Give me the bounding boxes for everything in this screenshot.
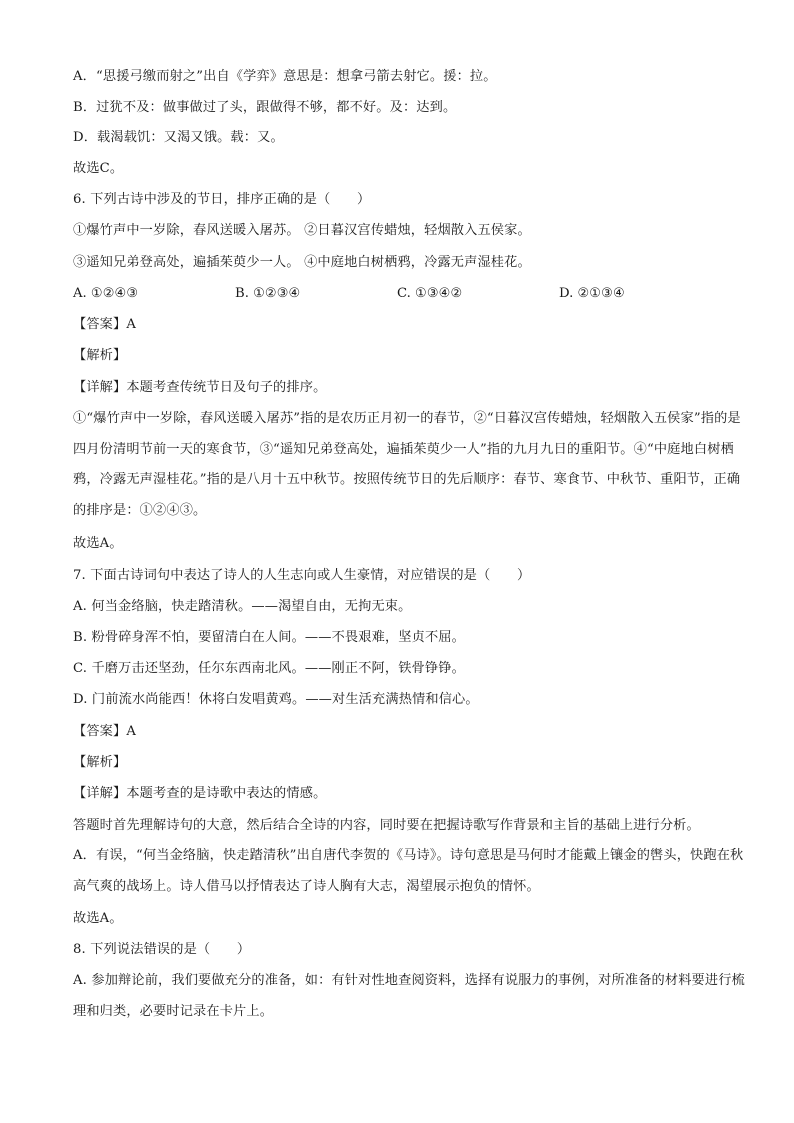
detail-intro: 【详解】本题考查传统节日及句子的排序。: [73, 380, 327, 395]
answer-explanation-d: D．载渴载饥：又渴又饿。载：又。: [73, 130, 284, 145]
answer-conclusion: 故选A。: [73, 536, 123, 551]
detail-paragraph: A．有误，“何当金络脑，快走踏清秋”出自唐代李贺的《马诗》。诗句意思是马何时才能戴上镶金的辔头，快跑在秋高气爽的战场上。诗人借马以抒情表达了诗人胸有大志，渴望展示抱负的情怀。: [73, 848, 744, 894]
question-8-stem: 8. 下列说法错误的是（ ）: [73, 942, 251, 957]
answer-label: 【答案】A: [73, 724, 137, 739]
option-d: D. ②①③④: [559, 286, 625, 301]
option-c: C. ①③④②: [397, 286, 463, 301]
option-a: A. ①②④③: [73, 286, 139, 301]
detail-method: 答题时首先理解诗句的大意，然后结合全诗的内容，同时要在把握诗歌写作背景和主旨的基础上进行分析。: [73, 818, 700, 833]
answer-conclusion: 故选C。: [73, 161, 124, 176]
option-b: B. ①②③④: [235, 286, 301, 301]
analysis-label: 【解析】: [73, 755, 127, 770]
answer-explanation-a: A．“思援弓缴而射之”出自《学弈》意思是：想拿弓箭去射它。援：拉。: [73, 69, 497, 84]
answer-label: 【答案】A: [73, 317, 137, 332]
question-6-poem-line-2: ③遥知兄弟登高处，遍插茱萸少一人。 ④中庭地白树栖鸦，冷露无声湿桂花。: [73, 255, 531, 270]
question-7-option-d: D. 门前流水尚能西！休将白发唱黄鸡。——对生活充满热情和信心。: [73, 692, 479, 707]
question-6-stem: 6. 下列古诗中涉及的节日，排序正确的是（ ）: [73, 192, 371, 207]
analysis-label: 【解析】: [73, 348, 127, 363]
answer-explanation-b: B．过犹不及：做事做过了头，跟做得不够，都不好。及：达到。: [73, 100, 457, 115]
question-7-stem: 7. 下面古诗词句中表达了诗人的人生志向或人生豪情，对应错误的是（ ）: [73, 568, 531, 583]
question-7-option-b: B. 粉骨碎身浑不怕，要留清白在人间。——不畏艰难，坚贞不屈。: [73, 630, 465, 645]
question-7-option-c: C. 千磨万击还坚劲，任尔东西南北风。——刚正不阿，铁骨铮铮。: [73, 661, 465, 676]
question-6-poem-line-1: ①爆竹声中一岁除，春风送暖入屠苏。 ②日暮汉宫传蜡烛，轻烟散入五侯家。: [73, 223, 531, 238]
question-8-option-a: A. 参加辩论前，我们要做充分的准备，如：有针对性地查阅资料，选择有说服力的事例，对所准备的材料要进行梳理和归类，必要时记录在卡片上。: [73, 973, 745, 1019]
detail-paragraph: ①“爆竹声中一岁除，春风送暖入屠苏”指的是农历正月初一的春节，②“日暮汉宫传蜡烛，轻烟散入五侯家”指的是四月份清明节前一天的寒食节，③“遥知兄弟登高处，遍插茱萸少一人”指的九月九日的重阳节。④“中庭地白树栖鸦，冷露无声湿桂花。”指的是八月十五中秋节。按照传统节日的先后顺序：春节、寒食节、中秋节、重阳节，正确的排序是：①②④③。: [73, 411, 741, 518]
question-7-option-a: A. 何当金络脑，快走踏清秋。——渴望自由，无拘无束。: [73, 599, 412, 614]
detail-intro: 【详解】本题考查的是诗歌中表达的情感。: [73, 786, 327, 801]
answer-conclusion: 故选A。: [73, 911, 123, 926]
